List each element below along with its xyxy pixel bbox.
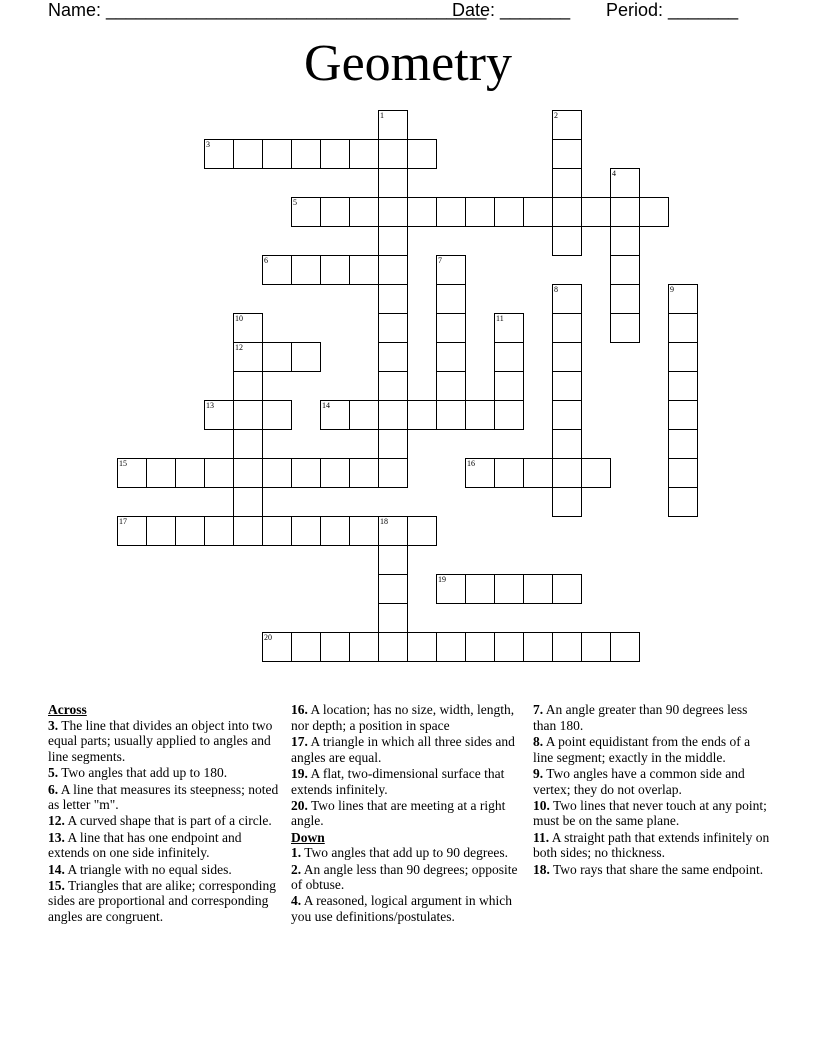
clue-number: 18 (380, 517, 388, 526)
grid-cell[interactable] (668, 400, 698, 430)
across-clue: 3. The line that divides an object into two equal parts; usually applied to angles and line segments. (48, 717, 273, 765)
grid-cell[interactable] (552, 632, 582, 662)
grid-cell[interactable] (117, 516, 147, 546)
grid-cell[interactable] (552, 110, 582, 140)
down-heading: Down (291, 829, 325, 845)
grid-cell[interactable] (494, 632, 524, 662)
grid-cell[interactable] (204, 458, 234, 488)
grid-cell[interactable] (175, 516, 205, 546)
clues-column-2 (291, 702, 523, 925)
grid-cell[interactable] (204, 139, 234, 169)
down-clue: 10. Two lines that never touch at any point; must be on the same plane. (533, 797, 767, 829)
grid-cell[interactable] (378, 168, 408, 198)
across-clue: 12. A curved shape that is part of a circle. (48, 813, 272, 829)
grid-cell[interactable] (581, 458, 611, 488)
grid-cell[interactable] (233, 139, 263, 169)
grid-cell[interactable] (262, 516, 292, 546)
grid-cell[interactable] (668, 284, 698, 314)
grid-cell[interactable] (436, 197, 466, 227)
across-clue: 15. Triangles that are alike; corresponding sides are proportional and corresponding angles are congruent. (48, 877, 276, 925)
period-field[interactable]: Period: _______ (606, 0, 739, 20)
grid-cell[interactable] (494, 197, 524, 227)
grid-cell[interactable] (233, 458, 263, 488)
grid-cell[interactable] (378, 139, 408, 169)
grid-cell[interactable] (465, 458, 495, 488)
clue-number: 13 (206, 401, 214, 410)
grid-cell[interactable] (436, 400, 466, 430)
date-field[interactable]: Date: _______ (452, 0, 571, 20)
grid-cell[interactable] (378, 284, 408, 314)
grid-cell[interactable] (407, 400, 437, 430)
grid-cell[interactable] (465, 197, 495, 227)
grid-cell[interactable] (378, 458, 408, 488)
grid-cell[interactable] (610, 226, 640, 256)
grid-cell[interactable] (552, 487, 582, 517)
grid-cell[interactable] (668, 487, 698, 517)
down-clue: 18. Two rays that share the same endpoint. (533, 861, 764, 877)
grid-cell[interactable] (436, 342, 466, 372)
grid-cell[interactable] (262, 255, 292, 285)
grid-cell[interactable] (581, 632, 611, 662)
clue-number: 2 (554, 111, 558, 120)
grid-cell[interactable] (523, 574, 553, 604)
grid-cell[interactable] (552, 458, 582, 488)
clues-column-3 (533, 702, 773, 878)
down-clue: 1. Two angles that add up to 90 degrees. (291, 845, 509, 861)
grid-cell[interactable] (407, 516, 437, 546)
clue-number: 12 (235, 343, 243, 352)
across-clue: 6. A line that measures its steepness; noted as letter "m". (48, 781, 279, 813)
clue-number: 5 (293, 198, 297, 207)
grid-cell[interactable] (320, 197, 350, 227)
grid-cell[interactable] (436, 574, 466, 604)
across-clue: 14. A triangle with no equal sides. (48, 861, 232, 877)
grid-cell[interactable] (552, 197, 582, 227)
grid-cell[interactable] (262, 342, 292, 372)
grid-cell[interactable] (233, 429, 263, 459)
grid-cell[interactable] (233, 313, 263, 343)
grid-cell[interactable] (494, 458, 524, 488)
grid-cell[interactable] (378, 371, 408, 401)
grid-cell[interactable] (465, 632, 495, 662)
across-clue: 19. A flat, two-dimensional surface that extends infinitely. (291, 765, 505, 797)
grid-cell[interactable] (436, 313, 466, 343)
across-clue: 5. Two angles that add up to 180. (48, 765, 228, 781)
grid-cell[interactable] (436, 255, 466, 285)
grid-cell[interactable] (233, 487, 263, 517)
grid-cell[interactable] (349, 255, 379, 285)
across-clue: 13. A line that has one endpoint and extends on one side infinitely. (48, 829, 242, 861)
grid-cell[interactable] (146, 516, 176, 546)
grid-cell[interactable] (610, 197, 640, 227)
grid-cell[interactable] (436, 284, 466, 314)
down-clue: 8. A point equidistant from the ends of a line segment; exactly in the middle. (533, 733, 751, 765)
grid-cell[interactable] (291, 516, 321, 546)
grid-cell[interactable] (349, 632, 379, 662)
grid-cell[interactable] (117, 458, 147, 488)
grid-cell[interactable] (610, 284, 640, 314)
grid-cell[interactable] (552, 342, 582, 372)
clue-number: 16 (467, 459, 475, 468)
grid-cell[interactable] (233, 371, 263, 401)
grid-cell[interactable] (378, 400, 408, 430)
grid-cell[interactable] (291, 342, 321, 372)
grid-cell[interactable] (204, 516, 234, 546)
grid-cell[interactable] (552, 371, 582, 401)
grid-cell[interactable] (262, 632, 292, 662)
grid-cell[interactable] (436, 632, 466, 662)
grid-cell[interactable] (552, 168, 582, 198)
grid-cell[interactable] (552, 139, 582, 169)
across-clue: 20. Two lines that are meeting at a right angle. (291, 797, 506, 829)
grid-cell[interactable] (320, 400, 350, 430)
grid-cell[interactable] (262, 458, 292, 488)
grid-cell[interactable] (465, 574, 495, 604)
grid-cell[interactable] (349, 400, 379, 430)
grid-cell[interactable] (233, 342, 263, 372)
clue-number: 15 (119, 459, 127, 468)
grid-cell[interactable] (552, 284, 582, 314)
grid-cell[interactable] (233, 516, 263, 546)
grid-cell[interactable] (378, 313, 408, 343)
grid-cell[interactable] (610, 632, 640, 662)
grid-cell[interactable] (349, 458, 379, 488)
across-clue: 17. A triangle in which all three sides and angles are equal. (291, 733, 515, 765)
grid-cell[interactable] (552, 400, 582, 430)
grid-cell[interactable] (233, 400, 263, 430)
grid-cell[interactable] (378, 603, 408, 633)
grid-cell[interactable] (494, 371, 524, 401)
grid-cell[interactable] (668, 458, 698, 488)
grid-cell[interactable] (465, 400, 495, 430)
clues-column-1 (48, 702, 280, 925)
grid-cell[interactable] (349, 139, 379, 169)
grid-cell[interactable] (320, 632, 350, 662)
grid-cell[interactable] (262, 400, 292, 430)
clue-number: 8 (554, 285, 558, 294)
grid-cell[interactable] (668, 371, 698, 401)
grid-cell[interactable] (610, 313, 640, 343)
grid-cell[interactable] (378, 255, 408, 285)
clue-number: 6 (264, 256, 268, 265)
grid-cell[interactable] (494, 400, 524, 430)
grid-cell[interactable] (378, 545, 408, 575)
across-clue: 16. A location; has no size, width, length, nor depth; a position in space (291, 702, 515, 733)
page-title: Geometry (304, 35, 512, 92)
grid-cell[interactable] (378, 342, 408, 372)
grid-cell[interactable] (494, 342, 524, 372)
grid-cell[interactable] (523, 458, 553, 488)
clue-number: 4 (612, 169, 616, 178)
clue-number: 9 (670, 285, 674, 294)
grid-cell[interactable] (378, 197, 408, 227)
grid-cell[interactable] (320, 139, 350, 169)
grid-cell[interactable] (349, 197, 379, 227)
clue-number: 1 (380, 111, 384, 120)
grid-cell[interactable] (320, 255, 350, 285)
grid-cell[interactable] (262, 139, 292, 169)
grid-cell[interactable] (523, 632, 553, 662)
grid-cell[interactable] (349, 516, 379, 546)
clue-number: 10 (235, 314, 243, 323)
grid-cell[interactable] (378, 429, 408, 459)
grid-cell[interactable] (552, 574, 582, 604)
down-clue: 7. An angle greater than 90 degrees less than 180. (533, 702, 748, 733)
grid-cell[interactable] (436, 371, 466, 401)
grid-cell[interactable] (407, 197, 437, 227)
grid-cell[interactable] (639, 197, 669, 227)
grid-cell[interactable] (291, 458, 321, 488)
grid-cell[interactable] (146, 458, 176, 488)
grid-cell[interactable] (668, 429, 698, 459)
grid-cell[interactable] (494, 313, 524, 343)
grid-cell[interactable] (291, 139, 321, 169)
grid-cell[interactable] (378, 110, 408, 140)
clue-number: 20 (264, 633, 272, 642)
clue-number: 11 (496, 314, 504, 323)
grid-cell[interactable] (378, 632, 408, 662)
grid-cell[interactable] (378, 574, 408, 604)
grid-cell[interactable] (175, 458, 205, 488)
grid-cell[interactable] (494, 574, 524, 604)
grid-cell[interactable] (378, 516, 408, 546)
grid-cell[interactable] (291, 197, 321, 227)
down-clue: 9. Two angles have a common side and vertex; they do not overlap. (533, 765, 745, 797)
grid-cell[interactable] (291, 632, 321, 662)
grid-cell[interactable] (552, 226, 582, 256)
clue-number: 7 (438, 256, 442, 265)
grid-cell[interactable] (407, 632, 437, 662)
grid-cell[interactable] (378, 226, 408, 256)
down-clue: 4. A reasoned, logical argument in which you use definitions/postulates. (291, 893, 512, 925)
grid-cell[interactable] (552, 429, 582, 459)
clue-number: 3 (206, 140, 210, 149)
clue-number: 14 (322, 401, 330, 410)
grid-cell[interactable] (610, 255, 640, 285)
grid-cell[interactable] (320, 516, 350, 546)
grid-cell[interactable] (668, 313, 698, 343)
grid-cell[interactable] (407, 139, 437, 169)
grid-cell[interactable] (668, 342, 698, 372)
grid-cell[interactable] (581, 197, 611, 227)
clue-number: 17 (119, 517, 127, 526)
grid-cell[interactable] (291, 255, 321, 285)
across-heading: Across (48, 702, 87, 717)
down-clue: 2. An angle less than 90 degrees; opposite of obtuse. (291, 861, 518, 893)
clue-number: 19 (438, 575, 446, 584)
grid-cell[interactable] (204, 400, 234, 430)
grid-cell[interactable] (610, 168, 640, 198)
down-clue: 11. A straight path that extends infinitely on both sides; no thickness. (533, 829, 770, 861)
grid-cell[interactable] (523, 197, 553, 227)
name-field[interactable]: Name: ______________________________________ (48, 0, 487, 20)
grid-cell[interactable] (320, 458, 350, 488)
grid-cell[interactable] (552, 313, 582, 343)
